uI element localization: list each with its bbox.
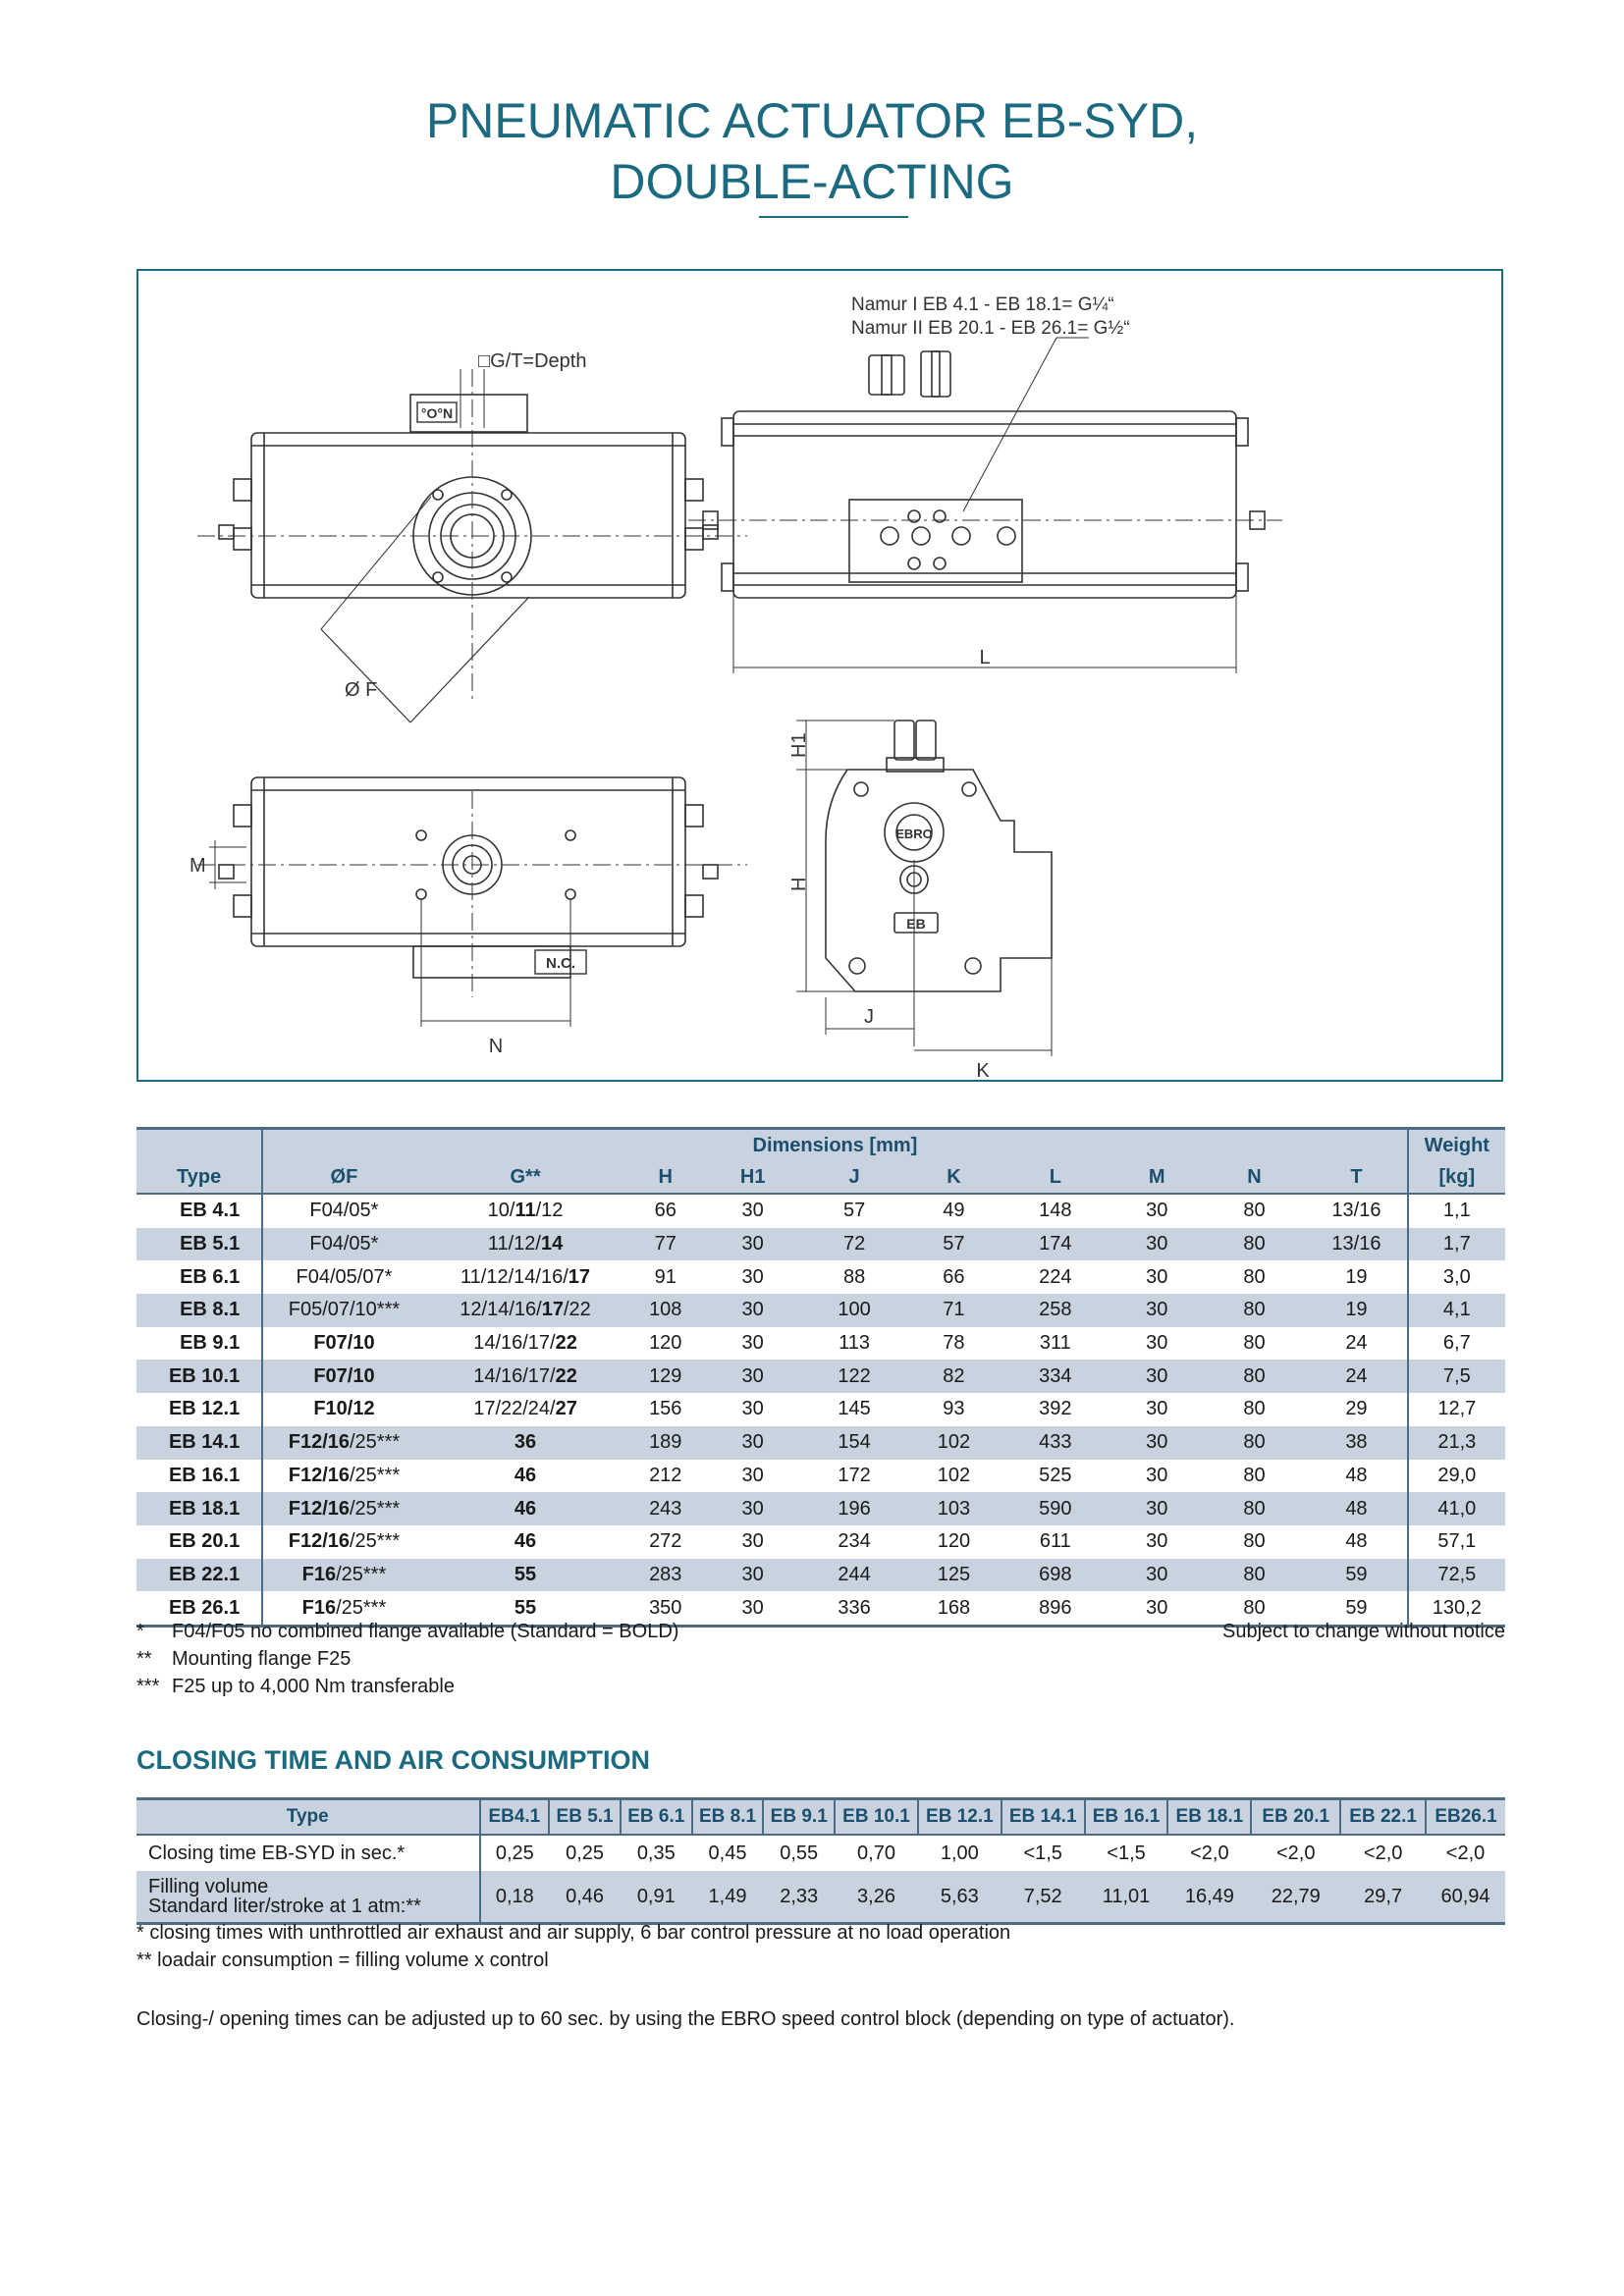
drawing-svg: [138, 271, 1505, 1084]
j-label: J: [864, 1006, 874, 1028]
closing-note-1: * closing times with unthrottled air exhaust and air supply, 6 bar control pressure at no load operation: [136, 1922, 1011, 1944]
weight-cell: 130,2: [1408, 1591, 1505, 1626]
weight-cell: 21,3: [1408, 1426, 1505, 1460]
namur-line-1: Namur I EB 4.1 - EB 18.1= G¼“: [851, 294, 1114, 315]
closing-time-value: 1,00: [940, 1842, 979, 1864]
k-cell: 168: [908, 1591, 1000, 1626]
eb-label: EB: [906, 916, 926, 932]
l-cell: 224: [1039, 1265, 1072, 1288]
n-cell: 80: [1243, 1200, 1266, 1222]
g-cell: 14/16/17/22: [425, 1360, 626, 1393]
h-cell: 156: [649, 1398, 682, 1420]
l-cell: 525: [1039, 1464, 1072, 1486]
footnote-1: * F04/F05 no combined flange available (Standard = BOLD): [136, 1621, 679, 1642]
closing-time-label: Closing time EB-SYD in sec.*: [148, 1842, 406, 1864]
l-cell: 590: [1000, 1492, 1111, 1525]
h-cell: 77: [625, 1228, 705, 1261]
t-cell: 48: [1345, 1530, 1368, 1553]
t-cell: 19: [1345, 1265, 1368, 1288]
h1-cell: 30: [705, 1559, 800, 1592]
side-view: [788, 721, 1052, 1082]
closing-time-value: 0,55: [780, 1842, 819, 1864]
filling-volume-value: 7,52: [1001, 1871, 1085, 1924]
n-label: N: [488, 1036, 504, 1057]
k-cell: 66: [943, 1265, 965, 1288]
table-row: [136, 1327, 1505, 1361]
filling-volume-value: 60,94: [1426, 1871, 1505, 1924]
t-cell: 48: [1306, 1492, 1407, 1525]
h-cell: 129: [625, 1360, 705, 1393]
filling-volume-value: 0,91: [621, 1871, 692, 1924]
top-view: [688, 294, 1282, 673]
col-n: N: [1203, 1161, 1306, 1194]
m-cell: 30: [1111, 1559, 1203, 1592]
t-cell: 59: [1306, 1591, 1407, 1626]
n-cell: 80: [1203, 1426, 1306, 1460]
h-label: H: [788, 877, 810, 891]
flange-cell: F12/16/25***: [262, 1426, 424, 1460]
col-j: J: [800, 1161, 908, 1194]
table-row: [136, 1228, 1505, 1261]
closing-time-value: <2,0: [1276, 1842, 1316, 1864]
title-line-1: PNEUMATIC ACTUATOR EB-SYD,: [425, 93, 1199, 148]
type-cell: EB 6.1: [180, 1265, 241, 1288]
m-label: M: [189, 855, 206, 877]
col-h1: H1: [705, 1161, 800, 1194]
k-cell: 103: [908, 1492, 1000, 1525]
dims-body: [136, 1194, 1505, 1626]
weight-cell: 12,7: [1408, 1393, 1505, 1426]
closing-type-col: EB 6.1: [621, 1799, 692, 1836]
closing-time-table: [136, 1797, 1505, 1925]
n-cell: 80: [1203, 1228, 1306, 1261]
m-cell: 30: [1111, 1294, 1203, 1327]
g-cell: 17/22/24/27: [473, 1398, 577, 1420]
type-cell: EB 20.1: [168, 1530, 241, 1553]
j-cell: 234: [838, 1530, 871, 1553]
t-cell: 13/16: [1331, 1200, 1381, 1222]
g-cell: 11/12/14: [425, 1228, 626, 1261]
weight-cell: 1,7: [1408, 1228, 1505, 1261]
n-cell: 80: [1243, 1398, 1266, 1420]
h1-cell: 30: [705, 1591, 800, 1626]
m-cell: 30: [1146, 1200, 1168, 1222]
j-cell: 196: [800, 1492, 908, 1525]
j-cell: 113: [839, 1332, 871, 1355]
k-cell: 71: [908, 1294, 1000, 1327]
flange-cell: F16/25***: [262, 1591, 424, 1626]
k-cell: 82: [908, 1360, 1000, 1393]
speed-control-paragraph: Closing-/ opening times can be adjusted up to 60 sec. by using the EBRO speed control block (depending on type of actuator).: [136, 2008, 1235, 2030]
closing-type-col: EB 10.1: [835, 1799, 918, 1836]
k-cell: 49: [943, 1200, 965, 1222]
n-cell: 80: [1243, 1332, 1266, 1355]
page-title: [0, 90, 1624, 212]
table-row: [136, 1294, 1505, 1327]
dims-group-header: Dimensions [mm]: [262, 1129, 1407, 1162]
k-cell: 125: [908, 1559, 1000, 1592]
nc-label: N.C.: [546, 955, 575, 972]
filling-volume-label: Filling volume Standard liter/stroke at 1 atm:**: [136, 1871, 480, 1924]
flange-cell: F10/12: [262, 1393, 424, 1426]
t-cell: 29: [1345, 1398, 1368, 1420]
j-cell: 172: [838, 1464, 871, 1486]
h1-cell: 30: [741, 1265, 764, 1288]
n-cell: 80: [1203, 1559, 1306, 1592]
closing-header-row: [136, 1799, 1505, 1836]
flange-cell: F04/05/07*: [262, 1260, 424, 1294]
flange-cell: F12/16/25***: [262, 1460, 424, 1493]
closing-time-value: 0,35: [636, 1842, 676, 1864]
col-weight-unit: [kg]: [1408, 1161, 1505, 1194]
flange-cell: F12/16/25***: [262, 1492, 424, 1525]
h1-cell: 30: [741, 1332, 764, 1355]
k-cell: 57: [908, 1228, 1000, 1261]
table-row: [136, 1194, 1505, 1228]
l-cell: 896: [1000, 1591, 1111, 1626]
type-cell: EB 10.1: [136, 1360, 262, 1393]
table-row: [136, 1426, 1505, 1460]
l-cell: 258: [1000, 1294, 1111, 1327]
j-cell: 100: [800, 1294, 908, 1327]
h1-cell: 30: [705, 1492, 800, 1525]
h1-cell: 30: [705, 1426, 800, 1460]
weight-cell: 3,0: [1408, 1260, 1505, 1294]
t-cell: 19: [1306, 1294, 1407, 1327]
weight-cell: 41,0: [1408, 1492, 1505, 1525]
weight-cell: 1,1: [1408, 1194, 1505, 1228]
weight-cell: 29,0: [1408, 1460, 1505, 1493]
filling-volume-value: 11,01: [1085, 1871, 1168, 1924]
h1-cell: 30: [705, 1360, 800, 1393]
table-row: [136, 1492, 1505, 1525]
j-cell: 72: [800, 1228, 908, 1261]
m-cell: 30: [1146, 1265, 1168, 1288]
closing-type-col: EB4.1: [480, 1799, 550, 1836]
h-cell: 91: [654, 1265, 677, 1288]
j-cell: 244: [800, 1559, 908, 1592]
h-cell: 283: [625, 1559, 705, 1592]
col-h: H: [625, 1161, 705, 1194]
n-cell: 80: [1203, 1492, 1306, 1525]
g-cell: 36: [425, 1426, 626, 1460]
table-row: [136, 1460, 1505, 1493]
closing-type-col: EB 20.1: [1251, 1799, 1340, 1836]
type-cell: EB 22.1: [136, 1559, 262, 1592]
n-cell: 80: [1203, 1294, 1306, 1327]
g-cell: 14/16/17/22: [473, 1332, 577, 1355]
h1-label: H1: [788, 732, 810, 758]
h1-cell: 30: [741, 1200, 764, 1222]
weight-cell: 6,7: [1408, 1327, 1505, 1361]
n-cell: 80: [1243, 1530, 1266, 1553]
j-cell: 88: [842, 1265, 866, 1288]
table-row: [136, 1260, 1505, 1294]
closing-note-2: ** loadair consumption = filling volume x control: [136, 1949, 549, 1971]
k-cell: 93: [943, 1398, 965, 1420]
subject-notice: Subject to change without notice: [1222, 1621, 1505, 1642]
closing-type-col: EB 8.1: [692, 1799, 764, 1836]
g-cell: 11/12/14/16/17: [460, 1265, 591, 1288]
type-cell: EB 16.1: [168, 1464, 241, 1486]
l-label: L: [979, 647, 991, 668]
closing-time-value: <2,0: [1363, 1842, 1403, 1864]
m-cell: 30: [1111, 1591, 1203, 1626]
h-cell: 108: [625, 1294, 705, 1327]
h-cell: 189: [625, 1426, 705, 1460]
j-cell: 57: [842, 1200, 866, 1222]
footnote-2: ** Mounting flange F25: [136, 1648, 352, 1670]
k-cell: 102: [908, 1426, 1000, 1460]
l-cell: 392: [1039, 1398, 1072, 1420]
k-cell: 102: [937, 1464, 971, 1486]
m-cell: 30: [1111, 1426, 1203, 1460]
j-cell: 122: [800, 1360, 908, 1393]
filling-volume-value: 29,7: [1340, 1871, 1426, 1924]
type-cell: EB 12.1: [168, 1398, 241, 1420]
dimensions-table: [136, 1127, 1505, 1628]
filling-volume-value: 5,63: [918, 1871, 1001, 1924]
table-row: [136, 1393, 1505, 1426]
flange-cell: F07/10: [262, 1327, 424, 1361]
closing-type-header: Type: [136, 1799, 480, 1836]
weight-cell: 4,1: [1408, 1294, 1505, 1327]
flange-cell: F04/05*: [262, 1194, 424, 1228]
closing-type-col: EB 14.1: [1001, 1799, 1085, 1836]
filling-volume-value: 0,18: [480, 1871, 550, 1924]
col-l: L: [1000, 1161, 1111, 1194]
m-cell: 30: [1146, 1464, 1168, 1486]
closing-type-col: EB 12.1: [918, 1799, 1001, 1836]
closing-section-title: CLOSING TIME AND AIR CONSUMPTION: [136, 1745, 650, 1775]
filling-volume-row: [136, 1871, 1505, 1924]
m-cell: 30: [1146, 1530, 1168, 1553]
closing-time-value: <1,5: [1023, 1842, 1062, 1864]
closing-time-value: 0,45: [708, 1842, 747, 1864]
closing-time-row: [136, 1835, 1505, 1871]
col-t: T: [1306, 1161, 1407, 1194]
flange-cell: F05/07/10***: [262, 1294, 424, 1327]
k-cell: 120: [937, 1530, 971, 1553]
closing-type-col: EB 16.1: [1085, 1799, 1168, 1836]
l-cell: 311: [1039, 1332, 1071, 1355]
l-cell: 334: [1000, 1360, 1111, 1393]
h1-cell: 30: [741, 1530, 764, 1553]
dims-header-blank: [136, 1129, 262, 1162]
h-cell: 272: [649, 1530, 682, 1553]
h-cell: 66: [654, 1200, 677, 1222]
t-cell: 48: [1345, 1464, 1368, 1486]
h1-cell: 30: [705, 1228, 800, 1261]
closing-type-col: EB 5.1: [549, 1799, 621, 1836]
type-cell: EB 8.1: [136, 1294, 262, 1327]
gt-label: □G/T=Depth: [478, 350, 587, 372]
flange-cell: F16/25***: [262, 1559, 424, 1592]
closing-time-value: <1,5: [1107, 1842, 1146, 1864]
g-cell: 46: [514, 1464, 537, 1486]
l-cell: 174: [1000, 1228, 1111, 1261]
m-cell: 30: [1111, 1360, 1203, 1393]
h1-cell: 30: [705, 1294, 800, 1327]
g-cell: 12/14/16/17/22: [425, 1294, 626, 1327]
table-row: [136, 1360, 1505, 1393]
h-cell: 120: [649, 1332, 682, 1355]
type-cell: EB 18.1: [136, 1492, 262, 1525]
weight-cell: 7,5: [1408, 1360, 1505, 1393]
j-cell: 145: [838, 1398, 871, 1420]
filling-volume-value: 0,46: [549, 1871, 621, 1924]
weight-cell: 57,1: [1408, 1525, 1505, 1559]
closing-type-col: EB 22.1: [1340, 1799, 1426, 1836]
l-cell: 148: [1039, 1200, 1072, 1222]
j-cell: 336: [800, 1591, 908, 1626]
phi-f-label: Ø F: [345, 679, 378, 701]
g-cell: 10/11/12: [487, 1200, 564, 1222]
m-cell: 30: [1146, 1332, 1168, 1355]
closing-type-col: EB 18.1: [1167, 1799, 1251, 1836]
col-g: G**: [425, 1161, 626, 1194]
flange-cell: F12/16/25***: [262, 1525, 424, 1559]
m-cell: 30: [1146, 1398, 1168, 1420]
g-cell: 55: [425, 1591, 626, 1626]
h1-cell: 30: [741, 1464, 764, 1486]
on-label: °O°N: [420, 405, 454, 421]
front-view: [197, 350, 747, 722]
n-cell: 80: [1243, 1265, 1266, 1288]
dims-column-headers: [136, 1161, 1505, 1194]
filling-volume-value: 1,49: [692, 1871, 764, 1924]
namur-line-2: Namur II EB 20.1 - EB 26.1= G½“: [851, 318, 1130, 339]
closing-time-value: 0,25: [566, 1842, 605, 1864]
g-cell: 46: [425, 1492, 626, 1525]
l-cell: 698: [1000, 1559, 1111, 1592]
m-cell: 30: [1111, 1492, 1203, 1525]
filling-volume-value: 22,79: [1251, 1871, 1340, 1924]
t-cell: 38: [1306, 1426, 1407, 1460]
flange-cell: F04/05*: [262, 1228, 424, 1261]
filling-volume-value: 2,33: [763, 1871, 835, 1924]
ebro-label: EBRO: [895, 827, 933, 841]
h-cell: 212: [649, 1464, 682, 1486]
closing-time-value: 0,70: [857, 1842, 895, 1864]
col-k: K: [908, 1161, 1000, 1194]
col-type: Type: [136, 1161, 262, 1194]
k-cell: 78: [943, 1332, 965, 1355]
type-cell: EB 4.1: [180, 1200, 241, 1222]
technical-drawing: [136, 269, 1503, 1082]
col-m: M: [1111, 1161, 1203, 1194]
type-cell: EB 14.1: [136, 1426, 262, 1460]
closing-time-value: <2,0: [1190, 1842, 1229, 1864]
type-cell: EB 26.1: [136, 1591, 262, 1626]
l-cell: 433: [1000, 1426, 1111, 1460]
title-line-2: DOUBLE-ACTING: [610, 154, 1014, 209]
closing-type-col: EB 9.1: [763, 1799, 835, 1836]
type-cell: EB 5.1: [136, 1228, 262, 1261]
table-row: [136, 1559, 1505, 1592]
m-cell: 30: [1111, 1228, 1203, 1261]
closing-time-value: 0,25: [480, 1835, 550, 1871]
footnote-3: *** F25 up to 4,000 Nm transferable: [136, 1676, 455, 1697]
g-cell: 46: [514, 1530, 537, 1553]
closing-time-value: <2,0: [1445, 1842, 1486, 1864]
h1-cell: 30: [741, 1398, 764, 1420]
filling-volume-value: 16,49: [1167, 1871, 1251, 1924]
n-cell: 80: [1203, 1360, 1306, 1393]
closing-type-col: EB26.1: [1426, 1799, 1505, 1836]
type-cell: EB 9.1: [180, 1332, 241, 1355]
weight-header: Weight: [1408, 1129, 1505, 1162]
n-cell: 80: [1243, 1464, 1266, 1486]
t-cell: 24: [1345, 1332, 1368, 1355]
t-cell: 24: [1306, 1360, 1407, 1393]
t-cell: 59: [1306, 1559, 1407, 1592]
col-f: ØF: [262, 1161, 424, 1194]
weight-cell: 72,5: [1408, 1559, 1505, 1592]
flange-cell: F07/10: [262, 1360, 424, 1393]
filling-volume-value: 3,26: [835, 1871, 918, 1924]
h-cell: 243: [625, 1492, 705, 1525]
t-cell: 13/16: [1306, 1228, 1407, 1261]
title-underline: [759, 216, 908, 218]
l-cell: 611: [1039, 1530, 1071, 1553]
h-cell: 350: [625, 1591, 705, 1626]
k-label: K: [976, 1060, 990, 1082]
table-row: [136, 1525, 1505, 1559]
g-cell: 55: [425, 1559, 626, 1592]
n-cell: 80: [1203, 1591, 1306, 1626]
bottom-view: [189, 777, 747, 1057]
j-cell: 154: [800, 1426, 908, 1460]
